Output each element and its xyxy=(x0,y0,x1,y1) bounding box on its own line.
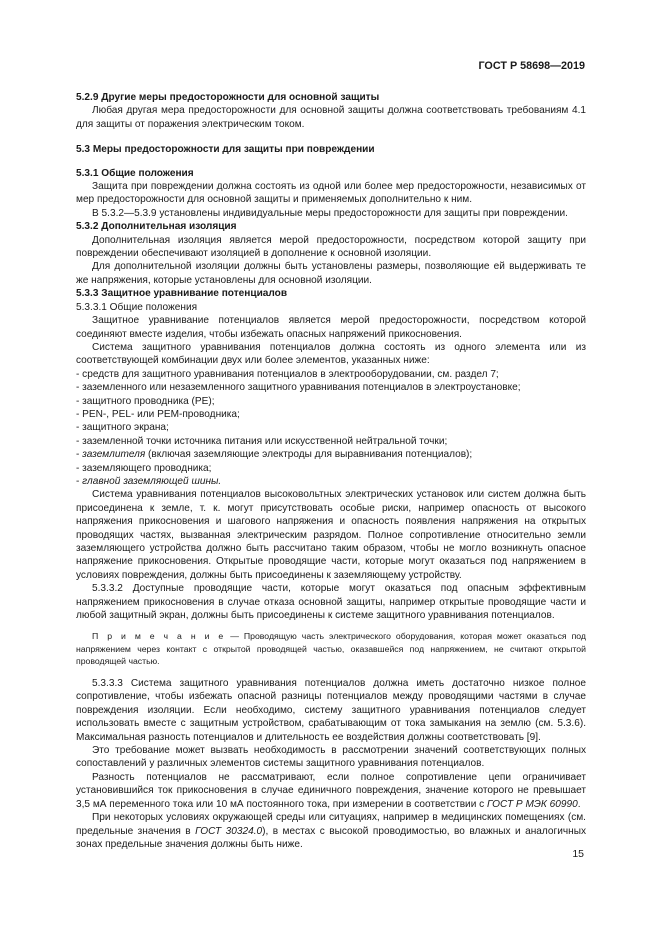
section-5-3-3-3-paragraph-3 xyxy=(76,771,586,811)
list-item: - средств для защитного уравнивания потенциалов в электрооборудовании, см. раздел 7; xyxy=(76,368,499,380)
section-5-3-3-1-paragraph-3: Система уравнивания потенциалов высоковольтных электрических установок или систем должна быть присоединена к земле, т. к. могут присутствовать особые риски, например опасность от высокого напряжения прикосновения и шагового напряжения и опасность появления напряжения на открытых проводящих частях, вызванная электрическим разрядом. Полное сопротивление относительно земли заземляющего устройства должно быть рассчитано таким образом, чтобы не могло возникнуть опасное напряжение прикосновения. Открытые проводящие части, которые могут оказаться под напряжением в условиях повреждения, должны быть присоединены к заземляющему устройству. xyxy=(76,489,586,581)
list-item: - PEN-, PEL- или PEM-проводника; xyxy=(76,408,240,420)
list-item-prefix: - xyxy=(76,449,83,461)
note-text: — Проводящую часть электрического оборудования, которая может оказаться под напряжением через контакт с открытой проводящей частью, оказавшейся под напряжением, не считают открытой проводящей частью. xyxy=(76,631,586,666)
section-5-2-9-paragraph: Любая другая мера предосторожности для основной защиты должна соответствовать требованиям 4.1 для защиты от поражения электрическим током. xyxy=(76,105,586,130)
section-5-3-1-title: 5.3.1 Общие положения xyxy=(76,167,194,179)
list-item xyxy=(76,448,586,461)
section-5-3-3-3-paragraph-2: Это требование может вызвать необходимость в рассмотрении значений соответствующих полных сопоставлений у различных элементов системы защитного уравнивания потенциалов. xyxy=(76,745,586,770)
paragraph-text: Разность потенциалов не рассматривают, если полное сопротивление цепи ограничивает установившийся ток прикосновения в случае единичного повреждения, значение которого не превышает 3,5 мА переменного тока или 10 мА постоянного тока, при измерении в соответствии с xyxy=(76,771,586,810)
paragraph-text: ), в местах с высокой проводимостью, во влажных и аналогичных зонах предельные значения должны быть ниже. xyxy=(76,825,586,850)
section-5-3-2-paragraph-1: Дополнительная изоляция является мерой предосторожности, посредством которой защиту при повреждении обеспечивают изоляцией в дополнение к основной изоляции. xyxy=(76,234,586,260)
section-5-3-3-2-paragraph: 5.3.3.2 Доступные проводящие части, которые могут оказаться под опасным эффективным напряжением прикосновения в случае отказа основной защиты, например открытые проводящие части и любой защитный экран, должны быть присоединены к системе защитного уравнивания потенциалов. xyxy=(76,583,586,622)
section-5-3-3-1-paragraph-1: Защитное уравнивание потенциалов является мерой предосторожности, посредством которой соединяют вместе изделия, чтобы избежать опасных напряжений прикосновения. xyxy=(76,315,586,340)
section-5-3-3-3-paragraph: 5.3.3.3 Система защитного уравнивания потенциалов должна иметь достаточно низкое полное сопротивление, чтобы избежать опасной разницы потенциалов между проводящими частями в случае повреждения изоляции. Если необходимо, систему защитного уравнивания потенциалов следует использовать вместе с защитным устройством, срабатывающим от тока замыкания на землю (см. 5.3.6). Максимальная разность потенциалов и длительность ее воздействия должны соответствовать [9]. xyxy=(76,678,586,743)
section-5-3-title: 5.3 Меры предосторожности для защиты при повреждении xyxy=(76,144,375,156)
paragraph-text: При некоторых условиях окружающей среды или ситуациях, например в медицинских помещениях (см. предельные значения в xyxy=(76,812,586,837)
section-5-3-3-1-paragraph-2: Система защитного уравнивания потенциалов должна состоять из одного элемента или из соответствующей комбинации двух или более элементов, указанных ниже: xyxy=(76,341,586,367)
list-item-italic-term: главной заземляющей шины. xyxy=(82,475,222,487)
note-label: П р и м е ч а н и е xyxy=(92,631,226,642)
elements-list xyxy=(76,368,586,489)
section-5-3-1-paragraph-2: В 5.3.2—5.3.9 установлены индивидуальные меры предосторожности для защиты при повреждении. xyxy=(92,207,568,219)
section-5-2-9-title: 5.2.9 Другие меры предосторожности для основной защиты xyxy=(76,92,380,103)
standard-header: ГОСТ Р 58698—2019 xyxy=(478,60,585,72)
note xyxy=(76,630,586,667)
section-5-3-2-paragraph-2: Для дополнительной изоляции должны быть установлены размеры, позволяющие ей выдерживать те же напряжения, которые установлены для основной изоляции. xyxy=(76,261,586,286)
section-5-3-3-3-paragraph-4 xyxy=(76,811,586,851)
list-item-italic-term: заземлителя xyxy=(82,449,146,461)
page-number: 15 xyxy=(572,848,584,860)
paragraph-text: . xyxy=(577,798,581,810)
list-item-rest: (включая заземляющие электроды для выравнивания потенциалов); xyxy=(145,449,473,461)
section-5-3-1-paragraph-1: Защита при повреждении должна состоять из одной или более мер предосторожности, независимых от мер предосторожности для основной защиты и применяемых дополнительно к ним. xyxy=(76,181,586,206)
section-5-3-3-title: 5.3.3 Защитное уравнивание потенциалов xyxy=(76,288,288,300)
list-item: - защитного экрана; xyxy=(76,422,169,434)
page-content xyxy=(76,91,586,851)
list-item: - защитного проводника (PE); xyxy=(76,395,215,407)
section-5-3-2-title: 5.3.2 Дополнительная изоляция xyxy=(76,221,237,233)
list-item: - заземленного или незаземленного защитного уравнивания потенциалов в электроустановке; xyxy=(76,382,521,394)
list-item-prefix: - xyxy=(76,475,83,487)
list-item xyxy=(76,475,586,488)
list-item: - заземляющего проводника; xyxy=(76,462,212,474)
section-5-3-3-1-title: 5.3.3.1 Общие положения xyxy=(76,301,198,313)
list-item: - заземленной точки источника питания или искусственной нейтральной точки; xyxy=(76,435,448,447)
standard-reference: ГОСТ Р МЭК 60990 xyxy=(487,798,578,810)
standard-reference: ГОСТ 30324.0 xyxy=(195,825,263,837)
